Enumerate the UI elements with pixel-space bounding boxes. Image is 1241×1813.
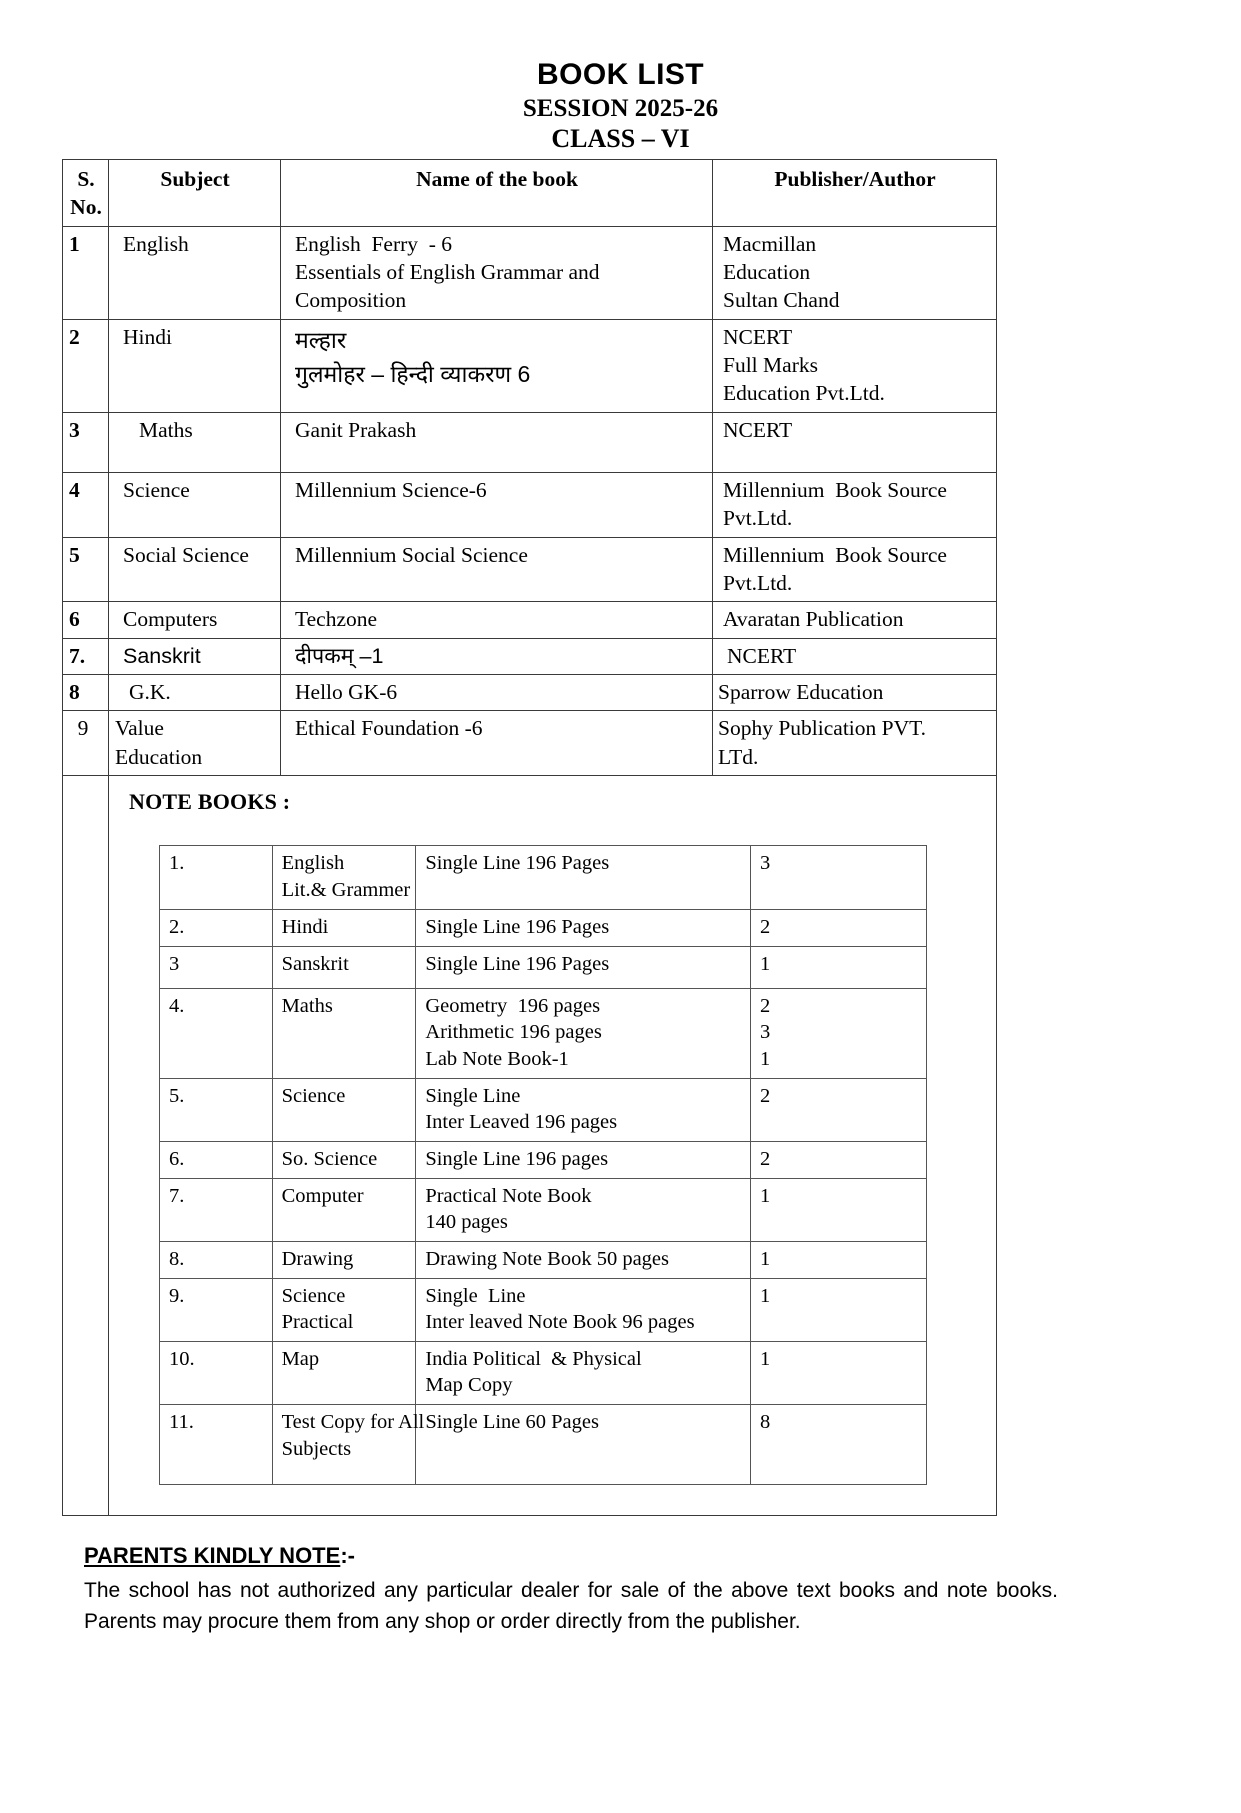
cell-subject: Drawing (272, 1241, 416, 1278)
cell-sno: 5. (160, 1078, 273, 1141)
document-page (0, 58, 1241, 1813)
table-row (160, 910, 927, 947)
cell-subject: Value Education (109, 711, 281, 776)
cell-sno: 2 (63, 319, 109, 412)
column-header-publisher: Publisher/Author (713, 159, 997, 226)
cell-book-name: दीपकम् –1 (281, 638, 713, 674)
parents-note-title (84, 1543, 1084, 1569)
book-title-devanagari: मल्हार (295, 326, 347, 353)
cell-sno: 1. (160, 846, 273, 910)
cell-quantity: 1 (751, 1178, 927, 1241)
cell-publisher: Avaratan Publication (713, 602, 997, 638)
cell-subject: English (109, 226, 281, 319)
cell-quantity: 3 (751, 846, 927, 910)
cell-subject: Test Copy for All Subjects (272, 1405, 416, 1485)
cell-subject: Hindi (272, 910, 416, 947)
cell-description: Single Line Inter Leaved 196 pages (416, 1078, 751, 1141)
cell-sno: 4. (160, 988, 273, 1078)
cell-subject: Science (272, 1078, 416, 1141)
note-books-heading: NOTE BOOKS : (129, 789, 291, 815)
cell-sno: 8. (160, 1241, 273, 1278)
cell-sno: 5 (63, 537, 109, 602)
cell-description: Single Line 196 Pages (416, 910, 751, 947)
cell-book-name: Ganit Prakash (281, 412, 713, 472)
parents-note-section (84, 1543, 1084, 1637)
cell-subject: So. Science (272, 1142, 416, 1179)
table-row (63, 638, 997, 674)
cell-publisher: Sophy Publication PVT. LTd. (713, 711, 997, 776)
table-row (63, 711, 997, 776)
table-row (160, 1142, 927, 1179)
cell-quantity: 1 (751, 1241, 927, 1278)
book-list-table (62, 159, 997, 1516)
cell-publisher: Millennium Book Source Pvt.Ltd. (713, 472, 997, 537)
cell-publisher: Macmillan Education Sultan Chand (713, 226, 997, 319)
cell-description: Single Line Inter leaved Note Book 96 pages (416, 1278, 751, 1341)
cell-sno: 6. (160, 1142, 273, 1179)
table-row (160, 946, 927, 988)
cell-description: India Political & Physical Map Copy (416, 1341, 751, 1404)
cell-sno: 9. (160, 1278, 273, 1341)
column-header-sno: S. No. (63, 159, 109, 226)
cell-sno: 8 (63, 675, 109, 711)
cell-description: Practical Note Book 140 pages (416, 1178, 751, 1241)
table-row (160, 988, 927, 1078)
cell-subject: Map (272, 1341, 416, 1404)
cell-subject: G.K. (109, 675, 281, 711)
table-row (63, 537, 997, 602)
cell-publisher: NCERT Full Marks Education Pvt.Ltd. (713, 319, 997, 412)
cell-description: Single Line 60 Pages (416, 1405, 751, 1485)
cell-subject: English Lit.& Grammer (272, 846, 416, 910)
session-subtitle: SESSION 2025-26 (522, 94, 719, 122)
column-header-book-name: Name of the book (281, 159, 713, 226)
parents-note-title-text: PARENTS KINDLY NOTE (84, 1543, 341, 1569)
table-header-row (63, 159, 997, 226)
cell-subject: Sanskrit (109, 638, 281, 674)
cell-description: Drawing Note Book 50 pages (416, 1241, 751, 1278)
cell-subject: Science (109, 472, 281, 537)
table-row (63, 412, 997, 472)
note-books-table (159, 845, 927, 1485)
cell-subject: Maths (272, 988, 416, 1078)
cell-book-name: English Ferry - 6 Essentials of English Grammar and Composition (281, 226, 713, 319)
cell-publisher: Millennium Book Source Pvt.Ltd. (713, 537, 997, 602)
cell-sno: 9 (63, 711, 109, 776)
cell-description: Single Line 196 pages (416, 1142, 751, 1179)
cell-book-name: Millennium Social Science (281, 537, 713, 602)
note-books-section-row (63, 776, 997, 1516)
cell-spacer (63, 776, 109, 1516)
cell-sno: 10. (160, 1341, 273, 1404)
cell-publisher: Sparrow Education (713, 675, 997, 711)
parents-note-body: The school has not authorized any particular dealer for sale of the above text books and note books. Parents may procure them from any shop or order directly from the publisher. (84, 1579, 1058, 1633)
cell-quantity: 2 (751, 1078, 927, 1141)
cell-quantity: 8 (751, 1405, 927, 1485)
cell-sno: 4 (63, 472, 109, 537)
table-row (63, 602, 997, 638)
class-subtitle: CLASS – VI (551, 123, 690, 153)
cell-quantity: 1 (751, 1341, 927, 1404)
cell-subject: Maths (109, 412, 281, 472)
table-row (160, 1278, 927, 1341)
column-header-subject: Subject (109, 159, 281, 226)
cell-subject: Social Science (109, 537, 281, 602)
cell-subject: Sanskrit (272, 946, 416, 988)
cell-book-name: Millennium Science-6 (281, 472, 713, 537)
cell-sno: 2. (160, 910, 273, 947)
cell-quantity: 1 (751, 946, 927, 988)
cell-sno: 3 (63, 412, 109, 472)
table-row (160, 1405, 927, 1485)
cell-quantity: 2 3 1 (751, 988, 927, 1078)
cell-sno: 7. (160, 1178, 273, 1241)
page-title: BOOK LIST (537, 58, 704, 91)
book-title-devanagari: गुलमोहर – हिन्दी व्याकरण 6 (295, 361, 531, 388)
cell-publisher: NCERT (713, 638, 997, 674)
cell-book-name (281, 319, 713, 412)
table-row (160, 1078, 927, 1141)
cell-sno: 1 (63, 226, 109, 319)
note-books-container (109, 776, 997, 1516)
cell-quantity: 1 (751, 1278, 927, 1341)
cell-book-name: Hello GK-6 (281, 675, 713, 711)
table-row (63, 675, 997, 711)
cell-quantity: 2 (751, 1142, 927, 1179)
parents-note-title-suffix: :- (340, 1543, 355, 1569)
cell-publisher: NCERT (713, 412, 997, 472)
cell-sno: 11. (160, 1405, 273, 1485)
table-row (63, 472, 997, 537)
cell-sno: 7. (63, 638, 109, 674)
document-title-block (0, 58, 1241, 154)
cell-description: Single Line 196 Pages (416, 846, 751, 910)
table-row (63, 226, 997, 319)
cell-description: Geometry 196 pages Arithmetic 196 pages Lab Note Book-1 (416, 988, 751, 1078)
cell-subject: Computer (272, 1178, 416, 1241)
table-row (160, 1341, 927, 1404)
table-row (160, 1241, 927, 1278)
cell-description: Single Line 196 Pages (416, 946, 751, 988)
cell-sno: 3 (160, 946, 273, 988)
table-row (63, 319, 997, 412)
cell-sno: 6 (63, 602, 109, 638)
cell-subject: Computers (109, 602, 281, 638)
cell-book-name: Techzone (281, 602, 713, 638)
cell-subject: Science Practical (272, 1278, 416, 1341)
table-row (160, 846, 927, 910)
table-row (160, 1178, 927, 1241)
cell-quantity: 2 (751, 910, 927, 947)
cell-book-name: Ethical Foundation -6 (281, 711, 713, 776)
cell-subject: Hindi (109, 319, 281, 412)
